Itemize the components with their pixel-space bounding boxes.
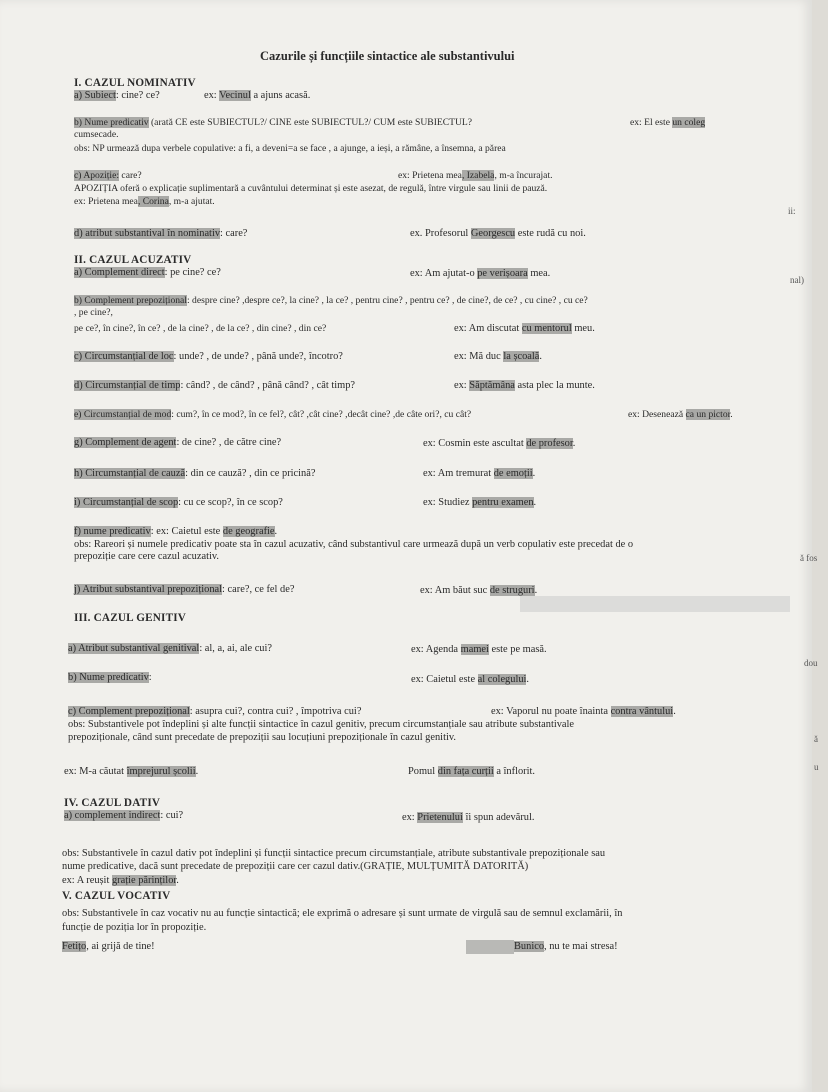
- acuzativ-complement-agent: g) Complement de agent: de cine? , de către cine?: [74, 437, 282, 448]
- heading-acuzativ: II. CAZUL ACUZATIV: [74, 254, 192, 266]
- acuzativ-nume-predicativ: f) nume predicativ: ex: Caietul este de geografie.: [74, 526, 278, 537]
- document-title: Cazurile și funcțiile sintactice ale substantivului: [260, 49, 515, 63]
- acuzativ-atribut-prepozitional-example: ex: Am băut suc de struguri.: [420, 585, 538, 596]
- genitiv-complement-prepozitional: c) Complement prepozițional: asupra cui?, contra cui? , împotriva cui?: [68, 706, 362, 717]
- genitiv-complement-prepozitional-example: ex: Vaporul nu poate înainta contra vântului.: [491, 706, 676, 717]
- heading-nominativ: I. CAZUL NOMINATIV: [74, 77, 196, 89]
- dativ-obs: obs: Substantivele în cazul dativ pot îndeplini și funcții sintactice precum circumstanțiale, atribute substantivale prepoziționale sau: [62, 848, 606, 859]
- nominativ-apozitie-example: ex: Prietena mea, Izabela, m-a încurajat.: [398, 170, 553, 181]
- nominativ-subiect: a) Subiect: cine? ce?: [74, 90, 160, 101]
- nominativ-np-obs: obs: NP urmează dupa verbele copulative: a fi, a deveni=a se face , a ajunge, a ieși, a rămâne, a însemna, a părea: [74, 143, 506, 154]
- margin-mark-6: u: [814, 762, 819, 772]
- acuzativ-complement-prepozitional-cont2: pe ce?, în cine?, în ce? , de la cine? , de la ce? , din cine? , din ce?: [74, 323, 327, 334]
- acuzativ-circumstantial-timp-example: ex: Săptămâna asta plec la munte.: [454, 380, 595, 391]
- scan-shadow: [520, 596, 790, 612]
- heading-vocativ: V. CAZUL VOCATIV: [62, 890, 171, 902]
- acuzativ-nume-predicativ-obs-cont: prepoziție care cere cazul acuzativ.: [74, 551, 219, 562]
- margin-mark-4: dou: [804, 658, 818, 668]
- dativ-complement-indirect: a) complement indirect: cui?: [64, 810, 184, 821]
- acuzativ-circumstantial-mod: e) Circumstanțial de mod: cum?, în ce mod?, în ce fel?, cât? ,cât cine? ,decât cine? ,de câte ori?, cu cât?: [74, 409, 472, 420]
- genitiv-obs: obs: Substantivele pot îndeplini și alte funcții sintactice în cazul genitiv, precum circumstanțiale sau atribute substantivale: [68, 719, 575, 730]
- acuzativ-circumstantial-cauza: h) Circumstanțial de cauză: din ce cauză? , din ce pricină?: [74, 468, 316, 479]
- nominativ-atribut: d) atribut substantival în nominativ: care?: [74, 228, 248, 239]
- vocativ-example-2: Bunico, nu te mai stresa!: [514, 941, 618, 952]
- acuzativ-circumstantial-timp: d) Circumstanțial de timp: când? , de când? , până când? , cât timp?: [74, 380, 356, 391]
- nominativ-apozitie-obs: APOZIȚIA oferă o explicație suplimentară a cuvântului determinat și este asezat, de regulă, între virgule sau linii de pauză.: [74, 183, 548, 194]
- nominativ-atribut-example: ex. Profesorul Georgescu este rudă cu noi.: [410, 228, 586, 239]
- acuzativ-atribut-prepozitional: j) Atribut substantival prepozițional: care?, ce fel de?: [74, 584, 295, 595]
- acuzativ-complement-agent-example: ex: Cosmin este ascultat de profesor.: [423, 438, 576, 449]
- vocativ-obs-cont: funcție de poziția lor în propoziție.: [62, 922, 207, 933]
- genitiv-atribut-genitival-example: ex: Agenda mamei este pe masă.: [411, 644, 547, 655]
- acuzativ-complement-prepozitional: b) Complement prepozițional: despre cine? ,despre ce?, la cine? , la ce? , pentru cine? , pentru ce? , de cine?, de ce? , cu cine? , cu ce?: [74, 295, 588, 306]
- dativ-complement-indirect-example: ex: Prietenului îi spun adevărul.: [402, 812, 535, 823]
- acuzativ-nume-predicativ-obs: obs: Rareori și numele predicativ poate sta în cazul acuzativ, când substantivul care urmează după un verb copulativ este precedat de o: [74, 539, 634, 550]
- acuzativ-circumstantial-mod-example: ex: Desenează ca un pictor.: [628, 409, 733, 420]
- acuzativ-complement-direct-example: ex: Am ajutat-o pe verișoara mea.: [410, 268, 551, 279]
- acuzativ-circumstantial-cauza-example: ex: Am tremurat de emoții.: [423, 468, 536, 479]
- genitiv-example-1: ex: M-a căutat împrejurul școlii.: [64, 766, 199, 777]
- genitiv-nume-predicativ-example: ex: Caietul este al colegului.: [411, 674, 530, 685]
- page-edge: [812, 0, 828, 1092]
- nominativ-subiect-example: ex: Vecinul a ajuns acasă.: [204, 90, 311, 101]
- margin-mark-5: ă: [814, 734, 818, 744]
- heading-dativ: IV. CAZUL DATIV: [64, 797, 161, 809]
- dativ-obs-cont: nume predicative, dacă sunt precedate de prepoziții care cer cazul dativ.(GRAȚIE, MULȚUMITĂ DATORITĂ): [62, 861, 529, 872]
- genitiv-atribut-genitival: a) Atribut substantival genitival: al, a, ai, ale cui?: [68, 643, 273, 654]
- acuzativ-circumstantial-scop: i) Circumstanțial de scop: cu ce scop?, în ce scop?: [74, 497, 283, 508]
- nominativ-apozitie-obs-example: ex: Prietena mea, Corina, m-a ajutat.: [74, 196, 215, 207]
- nominativ-apozitie: c) Apoziție: care?: [74, 170, 142, 181]
- nominativ-nume-predicativ-example-cont: cumsecade.: [74, 129, 119, 140]
- margin-mark-2: nal): [790, 275, 804, 285]
- nominativ-nume-predicativ: b) Nume predicativ (arată CE este SUBIECTUL?/ CINE este SUBIECTUL?/ CUM este SUBIECTUL?: [74, 117, 473, 128]
- genitiv-example-2: Pomul din fața curții a înflorit.: [408, 766, 535, 777]
- vocativ-example-1: Fetițo, ai grijă de tine!: [62, 941, 155, 952]
- genitiv-obs-cont: prepoziționale, când sunt precedate de prepoziții sau locuțiuni prepoziționale în cazul genitiv.: [68, 732, 456, 743]
- margin-mark-1: ii:: [788, 206, 796, 216]
- heading-genitiv: III. CAZUL GENITIV: [74, 612, 187, 624]
- acuzativ-circumstantial-loc-example: ex: Mă duc la școală.: [454, 351, 543, 362]
- vocativ-obs: obs: Substantivele în caz vocativ nu au funcție sintactică; ele exprimă o adresare și sunt urmate de virgulă sau de semnul exclamării, în: [62, 908, 623, 919]
- nominativ-nume-predicativ-example: ex: El este un coleg: [630, 117, 706, 128]
- acuzativ-complement-prepozitional-example: ex: Am discutat cu mentorul meu.: [454, 323, 595, 334]
- genitiv-nume-predicativ: b) Nume predicativ:: [68, 672, 152, 683]
- dativ-example: ex: A reușit grație părinților.: [62, 875, 179, 886]
- scan-highlight-smudge: [466, 940, 514, 954]
- acuzativ-complement-prepozitional-cont: , pe cine?,: [74, 307, 113, 318]
- acuzativ-circumstantial-scop-example: ex: Studiez pentru examen.: [423, 497, 537, 508]
- margin-mark-3: ă fos: [800, 553, 818, 563]
- acuzativ-circumstantial-loc: c) Circumstanțial de loc: unde? , de unde? , până unde?, încotro?: [74, 351, 343, 362]
- acuzativ-complement-direct: a) Complement direct: pe cine? ce?: [74, 267, 221, 278]
